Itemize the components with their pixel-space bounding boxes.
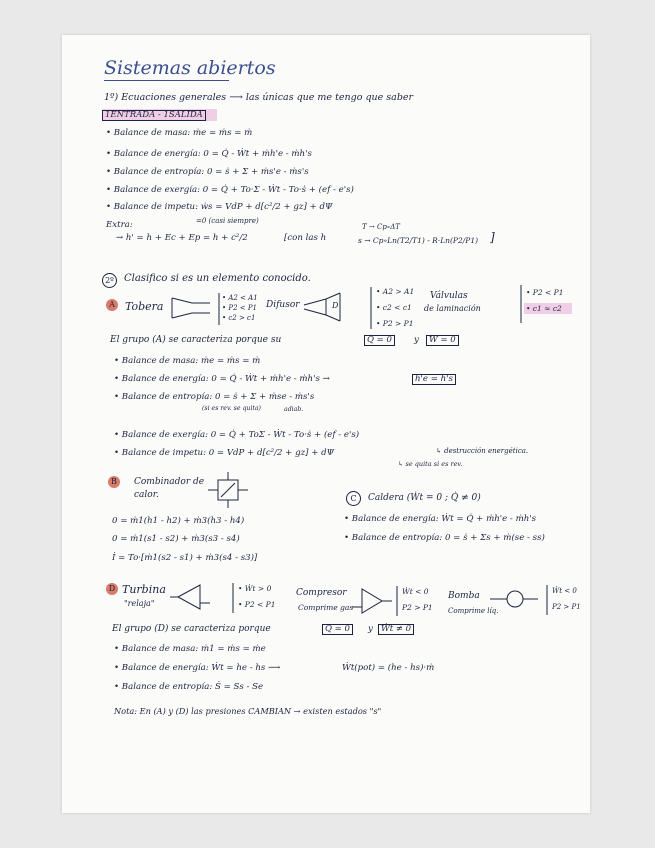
bomba-bar — [546, 585, 550, 615]
extra-gas-s: s → Cp∘Ln(T2/T1) - R·Ln(P2/P1) — [358, 236, 479, 245]
tobera-cond-3: • c2 > c1 — [222, 314, 256, 322]
difusor-label: Difusor — [266, 300, 300, 310]
extra-note: =0 (casi siempre) — [196, 217, 259, 225]
turb-letter-wrap — [106, 583, 118, 595]
w-zero-box: W = 0 — [426, 335, 459, 346]
tobera-letter: A — [106, 299, 118, 311]
s1-line-masa: • Balance de masa: ṁe = ṁs = ṁ — [106, 128, 253, 138]
difusor-bar — [370, 287, 374, 329]
wt-pot-eq: Ẇt(pot) = (he - hs)·ṁ — [342, 663, 435, 673]
page-title: Sistemas abiertos — [104, 57, 276, 79]
compresor-bar — [396, 586, 400, 616]
cald-letter-wrap — [346, 491, 361, 506]
s2-number-circle: 2º — [102, 273, 117, 288]
comb-eq-2: 0 = ṁ1(s1 - s2) + ṁ3(s3 - s4) — [112, 534, 240, 544]
difusor-letter: D — [332, 301, 339, 310]
tobera-diagram — [170, 292, 215, 322]
comprime-gas-label: Comprime gas — [298, 603, 354, 612]
comp-cond-2: P2 > P1 — [402, 603, 433, 612]
q-zero-box-2: Q = 0 — [322, 624, 353, 635]
a-line-exergia: • Balance de exergía: 0 = Q̇ + ToΣ - Ẇt - To·ṡ + (ef - e's) — [114, 430, 360, 440]
valvulas-label: Válvulas — [430, 291, 468, 301]
grupo-a-text: El grupo (A) se caracteriza porque su — [110, 335, 282, 345]
a-line-entropia: • Balance de entropía: 0 = ṡ + Σ + ṁse - ṁs's — [114, 392, 315, 402]
extra-close: ] — [490, 230, 495, 244]
extra-gas-pre: [con las h — [284, 233, 327, 243]
d-line-energia: • Balance de energía: Ẇt = he - hs ⟶ — [114, 663, 281, 673]
adiab-note-left: (si es rev. se quita) — [202, 405, 261, 412]
calor-label: calor. — [134, 490, 159, 500]
destruccion-note: ↳ destrucción energética. — [436, 447, 529, 455]
relaja-label: "relaja" — [124, 599, 155, 608]
turbine-diagram — [170, 583, 214, 611]
valv-cond-2: • c1 ≈ c2 — [526, 304, 562, 313]
cald-eq-2: • Balance de entropía: 0 = ṡ + Σs + ṁ(se - ss) — [344, 533, 545, 543]
extra-gas-t: T → Cp∘ΔT — [362, 223, 400, 231]
compressor-diagram — [352, 587, 394, 615]
tobera-cond-2: • P2 < P1 — [222, 304, 257, 312]
wt-nonzero-box: Ẇt ≠ 0 — [378, 624, 414, 635]
he-hs-box: h'e = h's — [412, 374, 456, 385]
s1-line-entropia: • Balance de entropía: 0 = ṡ + Σ + ṁs'e - ṁs's — [106, 167, 309, 177]
d-line-masa: • Balance de masa: ṁ1 = ṁs = ṁe — [114, 644, 266, 654]
tobera-label: Tobera — [125, 300, 164, 313]
caldera-label: Caldera (Ẇt = 0 ; Q̇ ≠ 0) — [368, 493, 481, 503]
bomba-cond-2: P2 > P1 — [552, 603, 581, 611]
cald-eq-1: • Balance de energía: Ẇt = Q̇ + ṁh'e - ṁh's — [344, 514, 537, 524]
turb-cond-2: • P2 < P1 — [238, 600, 276, 609]
tobera-cond-1: • A2 < A1 — [222, 294, 258, 302]
tobera-letter-wrap — [106, 299, 118, 311]
nota-text: Nota: En (A) y (D) las presiones CAMBIAN → existen estados "s" — [114, 706, 382, 716]
notebook-page — [62, 35, 590, 813]
quita-rev-note: ↳ se quita si es rev. — [398, 460, 463, 468]
extra-eq: → h' = h + Ec + Ep = h + c²/2 — [116, 233, 248, 243]
y-connector-2: y — [368, 624, 373, 634]
grupo-d-text: El grupo (D) se caracteriza porque — [112, 624, 271, 634]
s2-header: Clasifico si es un elemento conocido. — [124, 273, 311, 284]
bomba-label: Bomba — [448, 591, 480, 601]
d-line-entropia: • Balance de entropía: Ṡ = Ss - Se — [114, 682, 264, 692]
s1-line-impetu: • Balance de impetu: ẇs = VdP + d[c²/2 + gz] + dΨ — [106, 202, 333, 212]
pump-diagram — [490, 584, 540, 614]
comprime-liq-label: Comprime líq. — [448, 607, 499, 615]
q-zero-box: Q = 0 — [364, 335, 395, 346]
turb-cond-1: • Ẇt > 0 — [238, 584, 272, 593]
comb-letter-wrap — [108, 476, 120, 488]
comb-eq-1: 0 = ṁ1(h1 - h2) + ṁ3(h3 - h4) — [112, 516, 245, 526]
adiab-note: adiab. — [284, 406, 304, 413]
laminacion-label: de laminación — [424, 304, 481, 313]
s1-line-energia: • Balance de energía: 0 = Q̇ - Ẇt + ṁh'e - ṁh's — [106, 149, 312, 159]
comb-letter: B — [108, 476, 120, 488]
difusor-cond-1: • A2 > A1 — [376, 287, 415, 296]
compresor-label: Compresor — [296, 588, 347, 598]
heat-exchanger-diagram — [208, 472, 252, 508]
bomba-cond-1: Ẇt < 0 — [552, 587, 577, 595]
comb-eq-3: İ = To·[ṁ1(s2 - s1) + ṁ3(s4 - s3)] — [112, 553, 258, 563]
title-underline — [104, 80, 229, 81]
difusor-cond-2: • c2 < c1 — [376, 303, 412, 312]
valv-cond-1: • P2 < P1 — [526, 288, 564, 297]
turb-letter: D — [106, 583, 118, 595]
combinador-label: Combinador de — [134, 477, 205, 487]
tobera-bar — [218, 293, 222, 325]
a-line-impetu: • Balance de impetu: 0 = VdP + d[c²/2 + gz] + dΨ — [114, 448, 335, 458]
cald-letter: C — [346, 491, 361, 506]
section1-header: 1º) Ecuaciones generales ⟶ las únicas que me tengo que saber — [104, 92, 414, 103]
s1-line-exergia: • Balance de exergía: 0 = Q̇ + To·Σ - Ẇt - To·ṡ + (ef - e's) — [106, 185, 354, 195]
a-line-energia: • Balance de energía: 0 = Q̇ - Ẇt + ṁh'e - ṁh's → — [114, 374, 330, 384]
difusor-cond-3: • P2 > P1 — [376, 319, 414, 328]
s2-number — [102, 273, 117, 288]
turbina-label: Turbina — [122, 583, 166, 596]
turbina-bar — [232, 583, 236, 613]
a-line-masa: • Balance de masa: ṁe = ṁs = ṁ — [114, 356, 261, 366]
y-connector: y — [414, 335, 419, 345]
entrada-salida-pill: 1ENTRADA - 1SALIDA — [102, 110, 206, 121]
comp-cond-1: Ẇt < 0 — [402, 587, 429, 596]
extra-label: Extra: — [106, 220, 133, 230]
